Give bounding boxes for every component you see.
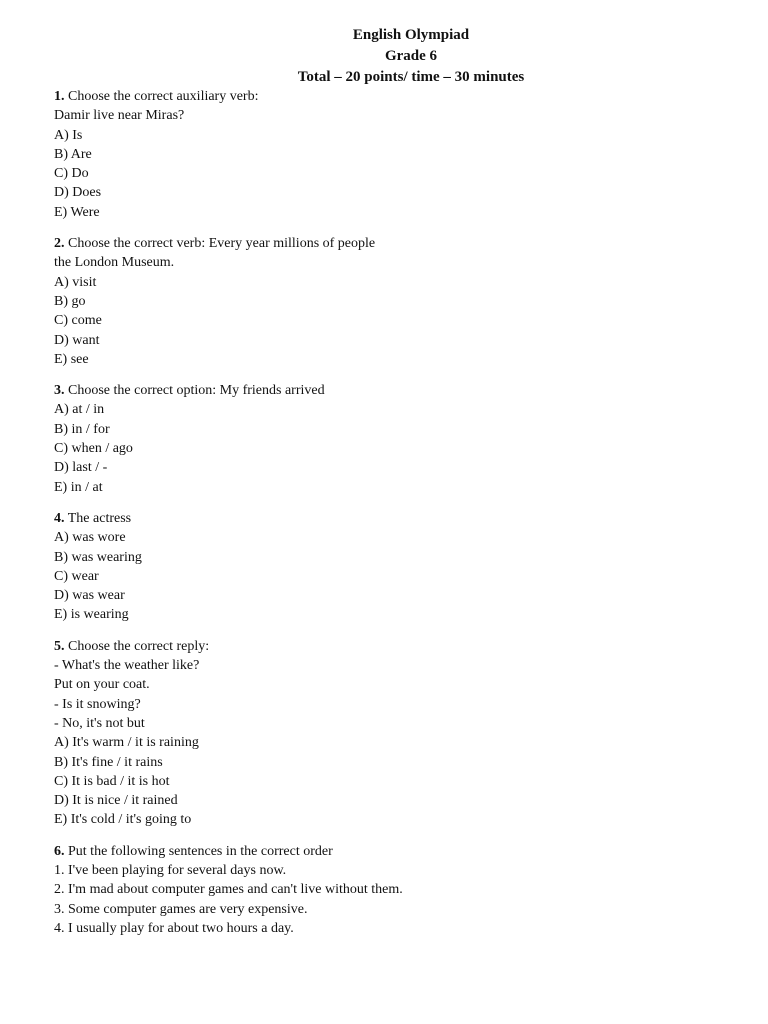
question-2 [54, 234, 754, 369]
question-text: The actress [67, 510, 132, 526]
question-prompt [54, 509, 754, 528]
question-extra-line: the London Museum. [54, 255, 175, 271]
question-text: Choose the correct reply: [68, 638, 210, 654]
answer-option: D) last / - [54, 460, 108, 476]
question-number: 5. [54, 638, 65, 654]
question-number: 3. [54, 383, 65, 399]
sentence-item: 4. I usually play for about two hours a day. [54, 920, 294, 936]
question-number: 2. [54, 236, 65, 252]
document-header [0, 25, 768, 87]
answer-option: C) wear [54, 568, 99, 584]
question-3 [54, 381, 754, 497]
answer-option: C) Do [54, 166, 89, 182]
answer-option: A) Is [54, 127, 83, 143]
answer-option: B) It's fine / it rains [54, 754, 163, 770]
answer-option: C) It is bad / it is hot [54, 773, 170, 789]
grade-label: Grade 6 [384, 47, 438, 64]
question-4 [54, 509, 754, 625]
answer-option: E) is wearing [54, 607, 129, 623]
answer-option: E) see [54, 351, 89, 367]
question-prompt [54, 381, 754, 400]
question-5 [54, 637, 754, 830]
sentence-item: 3. Some computer games are very expensive. [54, 901, 308, 917]
question-extra-line: Damir live near Miras? [54, 108, 185, 124]
question-prompt [54, 842, 754, 861]
answer-option: C) come [54, 313, 102, 329]
questions-list [54, 87, 754, 950]
question-number: 4. [54, 510, 65, 526]
question-text: Put the following sentences in the correct order [68, 843, 333, 859]
question-text: Choose the correct auxiliary verb: [68, 89, 259, 104]
answer-option: D) was wear [54, 588, 125, 604]
question-extra-line: Put on your coat. [54, 677, 150, 693]
answer-option: B) Are [54, 146, 92, 162]
question-prompt [54, 87, 754, 106]
question-prompt [54, 234, 754, 253]
total-points-label: Total – 20 points/ time – 30 minutes [297, 68, 525, 85]
question-text: Choose the correct option: My friends arrived [68, 383, 325, 399]
answer-option: B) was wearing [54, 549, 142, 565]
answer-option: E) Were [54, 204, 100, 220]
answer-option: D) It is nice / it rained [54, 793, 178, 809]
question-extra-line: - What's the weather like? [54, 658, 200, 674]
question-1 [54, 87, 754, 222]
sentence-item: 1. I've been playing for several days now. [54, 862, 287, 878]
answer-option: A) at / in [54, 402, 105, 418]
answer-option: A) visit [54, 274, 97, 290]
answer-option: C) when / ago [54, 441, 133, 457]
document-title: English Olympiad [352, 27, 470, 43]
answer-option: E) in / at [54, 479, 103, 495]
question-6 [54, 842, 754, 938]
answer-option: D) want [54, 332, 100, 348]
question-extra-line: - No, it's not but [54, 715, 145, 731]
question-text: Choose the correct verb: Every year millions of people [68, 236, 376, 252]
answer-option: A) It's warm / it is raining [54, 735, 199, 751]
answer-option: B) go [54, 293, 86, 309]
question-number: 6. [54, 843, 65, 859]
question-extra-line: - Is it snowing? [54, 696, 141, 712]
answer-option: D) Does [54, 185, 102, 201]
question-number: 1. [54, 89, 65, 104]
answer-option: B) in / for [54, 421, 110, 437]
question-prompt [54, 637, 754, 656]
answer-option: E) It's cold / it's going to [54, 812, 192, 828]
answer-option: A) was wore [54, 530, 126, 546]
sentence-item: 2. I'm mad about computer games and can't live without them. [54, 882, 403, 898]
